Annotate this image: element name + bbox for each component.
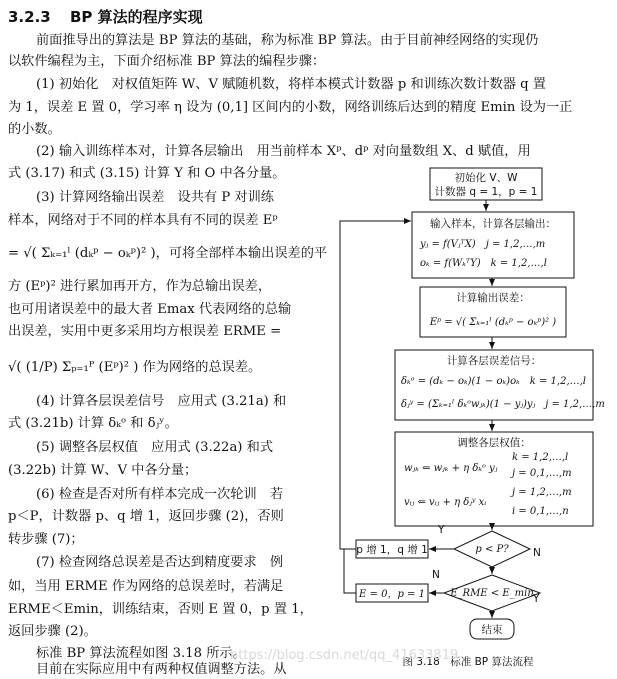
adjust-i-range: i = 0,1,…,n [512,506,569,517]
paragraph-line: (6) 检查是否对所有样本完成一次轮训 若 [36,487,284,502]
paragraph-line: 出误差，实用中更多采用均方根误差 ERME = [8,324,282,339]
adjust-j-range: j = 0,1,…,m [512,468,572,479]
paragraph-line: (3.22b) 计算 W、V 中各分量； [8,463,198,478]
paragraph-line: 前面推导出的算法是 BP 算法的基础，称为标准 BP 算法。由于目前神经网络的实现仍 [36,33,539,48]
adjust-v-eq: vᵢⱼ ⇐ vᵢⱼ + η δⱼʸ xᵢ [404,497,487,508]
paragraph-line: 目前在实际应用中有两种权值调整方法。从 [36,662,287,677]
paragraph-line: 标准 BP 算法流程如图 3.18 所示。 [36,646,246,661]
paragraph-line: (7) 检查网络总误差是否达到精度要求 例 [36,555,284,570]
branch-n1: N [533,547,541,559]
paragraph-line: 返回步骤 (2)。 [8,624,97,639]
error-title: 计算输出误差： [456,292,530,304]
paragraph-line: (3) 计算网络输出误差 设共有 P 对训练 [36,190,274,205]
formula-line: √( (1/P) Σₚ₌₁ᴾ (Eᵖ)² ) 作为网络的总误差。 [8,360,262,375]
decision-p-label: p < P? [475,544,509,555]
paragraph-line: 为 1，误差 E 置 0，学习率 η 设为 (0,1] 区间内的小数，网络训练后达到的精度 Emin 设为一正 [8,100,573,115]
paragraph-line: 式 (3.21b) 计算 δₖᵒ 和 δⱼʸ。 [8,416,178,431]
section-title: BP 算法的程序实现 [69,8,203,26]
p-increment-label: p 增 1，q 增 1 [356,544,428,556]
paragraph-line: 样本，网络对于不同的样本具有不同的误差 Eᵖ [8,213,278,228]
init-body: 计数器 q = 1，p = 1 [434,186,538,198]
paragraph-line: (1) 初始化 对权值矩阵 W、V 赋随机数，将样本模式计数器 p 和训练次数计数器 q 置 [36,77,546,92]
input-title: 输入样本，计算各层输出： [430,218,556,230]
e-reset-label: E = 0，p = 1 [359,589,425,600]
paragraph-line: 也可用诸误差中的最大者 Emax 代表网络的总输 [8,302,292,317]
paragraph-line: 转步骤 (7)； [8,532,84,547]
paragraph-line: 方 (Eᵖ)² 进行累加再开方，作为总输出误差， [8,279,272,294]
branch-y2: Y [533,593,540,605]
paragraph-line: (5) 调整各层权值 应用式 (3.22a) 和式 [36,440,274,455]
paragraph-line: 以软件编程为主，下面介绍标准 BP 算法的编程步骤： [8,54,326,69]
section-number: 3.2.3 [8,8,51,26]
figure-caption: 图 3.18 标准 BP 算法流程 [402,656,534,668]
paragraph-line: ERME＜Emin，训练结束，否则 E 置 0，p 置 1， [8,602,313,617]
adjust-j2-range: j = 1,2,…,m [512,487,572,498]
paragraph-line: 式 (3.17) 和式 (3.15) 计算 Y 和 O 中各分量。 [8,166,286,181]
paragraph-line: (4) 计算各层误差信号 应用式 (3.21a) 和 [36,394,287,409]
input-eq-o: oₖ = f(WₖᵀY) k = 1,2,…,l [420,258,547,269]
signal-title: 计算各层误差信号： [446,355,542,367]
branch-y1: Y [438,524,445,536]
adjust-w-eq: wⱼₖ ⇐ wⱼₖ + η δₖᵒ yⱼ [404,463,498,474]
paragraph-line: 的小数。 [8,122,61,137]
adjust-title: 调整各层权值： [457,437,531,449]
paragraph-line: p＜P，计数器 p、q 增 1，返回步骤 (2)，否则 [8,509,284,524]
init-title: 初始化 V、W [454,172,518,184]
input-eq-y: yⱼ = f(VⱼᵀX) j = 1,2,…,m [420,239,546,250]
paragraph-line: 如，当用 ERME 作为网络的总误差时，若满足 [8,579,284,594]
signal-eq-o: δₖᵒ = (dₖ − oₖ)(1 − oₖ)oₖ k = 1,2,…,l [401,376,587,387]
error-eq: Eᵖ = √( Σₖ₌₁ˡ (dₖᵖ − oₖᵖ)² ) [429,317,557,328]
decision-erme-label: E_RME < E_min [450,588,534,599]
paragraph-line: (2) 输入训练样本对，计算各层输出 用当前样本 Xᵖ、dᵖ 对向量数组 X、d 赋值，用 [36,144,531,159]
adjust-k-range: k = 1,2,…,l [512,452,569,463]
end-label: 结束 [481,624,503,636]
branch-n2: N [432,569,440,581]
formula-line: = √( Σₖ₌₁ˡ (dₖᵖ − oₖᵖ)² )，可将全部样本输出误差的平 [8,246,328,261]
watermark-text: https://blog.csdn.net/qq_41633819 [230,648,459,663]
signal-eq-y: δⱼʸ = (Σₖ₌₁ˡ δₖᵒwⱼₖ)(1 − yⱼ)yⱼ j = 1,2,…,m [401,399,605,410]
